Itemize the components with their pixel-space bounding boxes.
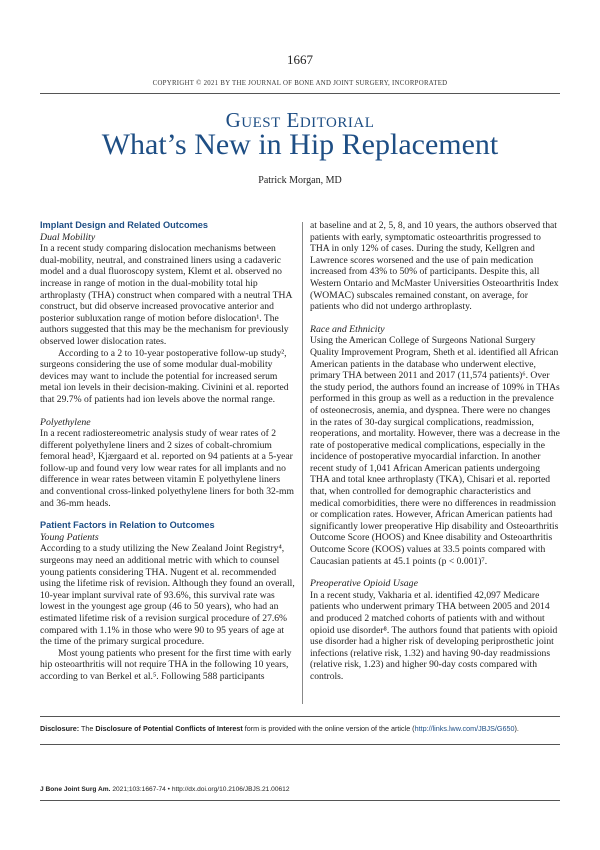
section-heading: Implant Design and Related Outcomes	[40, 220, 208, 230]
paragraph: In a recent study comparing dislocation mechanisms between dual-mobility, neutral, and constrained liners using a cadaveric model and a dual fluoroscopy system, Klemt et al. observed no increase in range of motion in the dual-mobility total hip arthroplasty (THA) construct when compared with a neutral THA construct, but did observe increased provocative anterior and posterior subluxation range of motion before dislocation¹. The authors suggested that this may be the mechanism for previously observed lower dislocation rates.	[40, 243, 292, 347]
column-divider	[302, 222, 303, 704]
header-rule	[40, 93, 560, 94]
left-column	[40, 220, 295, 683]
article-title: What’s New in Hip Replacement	[101, 128, 499, 161]
disclosure-form-name: Disclosure of Potential Conflicts of Interest	[95, 724, 243, 733]
journal-abbrev: J Bone Joint Surg Am.	[40, 786, 111, 793]
subsection-heading: Preoperative Opioid Usage	[310, 578, 418, 590]
article-type: Guest Editorial	[225, 108, 375, 132]
paragraph: In a recent radiostereometric analysis study of wear rates of 2 different polyethylene liners and 2 sizes of cobalt-chromium femoral head³, Kjærgaard et al. reported on 94 patients at a 5-year follow-up and found very low wear rates for all implants and no difference in wear rates between vitamin E polyethylene liners and conventional cross-linked polyethylene liners for both 32-mm and 36-mm heads.	[40, 428, 294, 509]
footer-rule	[40, 800, 560, 801]
paragraph: In a recent study, Vakharia et al. identified 42,097 Medicare patients who underwent primary THA between 2005 and 2014 and produced 2 matched cohorts of patients with and without opioid use disorder⁸. The authors found that patients with opioid use disorder had a higher risk of developing periprosthetic joint infections (relative risk, 1.32) and having 90-day readmissions (relative risk, 1.23) and higher 90-day costs compared with controls.	[310, 589, 558, 682]
disclosure	[40, 724, 560, 733]
disclosure-bottom-rule	[40, 744, 560, 745]
section-heading: Patient Factors in Relation to Outcomes	[40, 520, 215, 531]
paragraph: Most young patients who present for the first time with early hip osteoarthritis will not require THA in the following 10 years, according to van Berkel et al.⁵. Following 588 participants	[40, 647, 292, 682]
paragraph: According to a study utilizing the New Zealand Joint Registry⁴, surgeons may need an additional metric with which to counsel young patients considering THA. Nugent et al. recommended using the lifetime risk of revision. Although they found an overall, 10-year implant survival rate of 93.6%, this survival rate was lowest in the youngest age group (46 to 50 years), who had an estimated lifetime risk of a revision surgical procedure of 27.6% compared with 1.1% in those who were 90 to 95 years of age at the time of the primary surgical procedure.	[40, 543, 295, 648]
disclosure-top-rule	[40, 716, 560, 717]
citation-details: 2021;103:1667-74 • http://dx.doi.org/10.2106/JBJS.21.00612	[112, 786, 290, 793]
disclosure-post: form is provided with the online version of the article (	[244, 724, 415, 733]
right-column	[310, 220, 560, 683]
copyright-line: COPYRIGHT © 2021 BY THE JOURNAL OF BONE AND JOINT SURGERY, INCORPORATED	[152, 80, 448, 87]
paragraph: at baseline and at 2, 5, 8, and 10 years, the authors observed that patients with early, symptomatic osteoarthritis progressed to THA in only 12% of cases. During the study, Kellgren and Lawrence scores worsened and the use of pain medication increased from 43% to 50% of participants. Despite this, all Western Ontario and McMaster Universities Osteoarthritis Index (WOMAC) subscales remained constant, on average, for patients who did not undergo arthroplasty.	[310, 220, 559, 313]
disclosure-label: Disclosure:	[40, 724, 80, 733]
disclosure-pre: The	[81, 724, 94, 733]
subsection-heading: Race and Ethnicity	[310, 323, 385, 335]
subsection-heading: Dual Mobility	[40, 231, 96, 243]
paragraph: Using the American College of Surgeons National Surgery Quality Improvement Program, Sheth et al. identified all African American patients in the database who underwent elective, primary THA between 2011 and 2017 (11,574 patients)⁶. Over the study period, the authors found an increase of 109% in THAs performed in this group as well as a reduction in the prevalence of osteonecrosis, anemia, and dyspnea. There were no changes in the rates of 30-day surgical complications, readmission, reoperations, and mortality. However, there was a decrease in the rate of postoperative medical complications, especially in the incidence of postoperative myocardial infarction. In another recent study of 1,041 African American patients undergoing THA and total knee arthroplasty (TKA), Chisari et al. reported that, when controlled for demographic characteristics and medical comorbidities, there were no differences in readmission or complication rates. However, African American patients had significantly lower preoperative Hip disability and Osteoarthritis Outcome Score (HOOS) and Knee disability and Osteoarthritis Outcome Score (KOOS) values at 33.5 points compared with Caucasian patients at 45.1 points (p < 0.001)⁷.	[310, 335, 560, 567]
author-byline: Patrick Morgan, MD	[258, 175, 342, 186]
subsection-heading: Polyethylene	[40, 416, 91, 428]
citation-footer	[40, 786, 560, 793]
page-number: 1667	[287, 52, 313, 67]
subsection-heading: Young Patients	[40, 531, 99, 543]
disclosure-link[interactable]: http://links.lww.com/JBJS/G650	[414, 724, 515, 733]
paragraph: According to a 2 to 10-year postoperative follow-up study², surgeons considering the use of some modular dual-mobility devices may want to include the potential for increased serum metal ion levels in their decision-making. Civinini et al. reported that 29.7% of patients had ion levels above the normal range.	[40, 347, 289, 405]
disclosure-end: ).	[514, 724, 519, 733]
